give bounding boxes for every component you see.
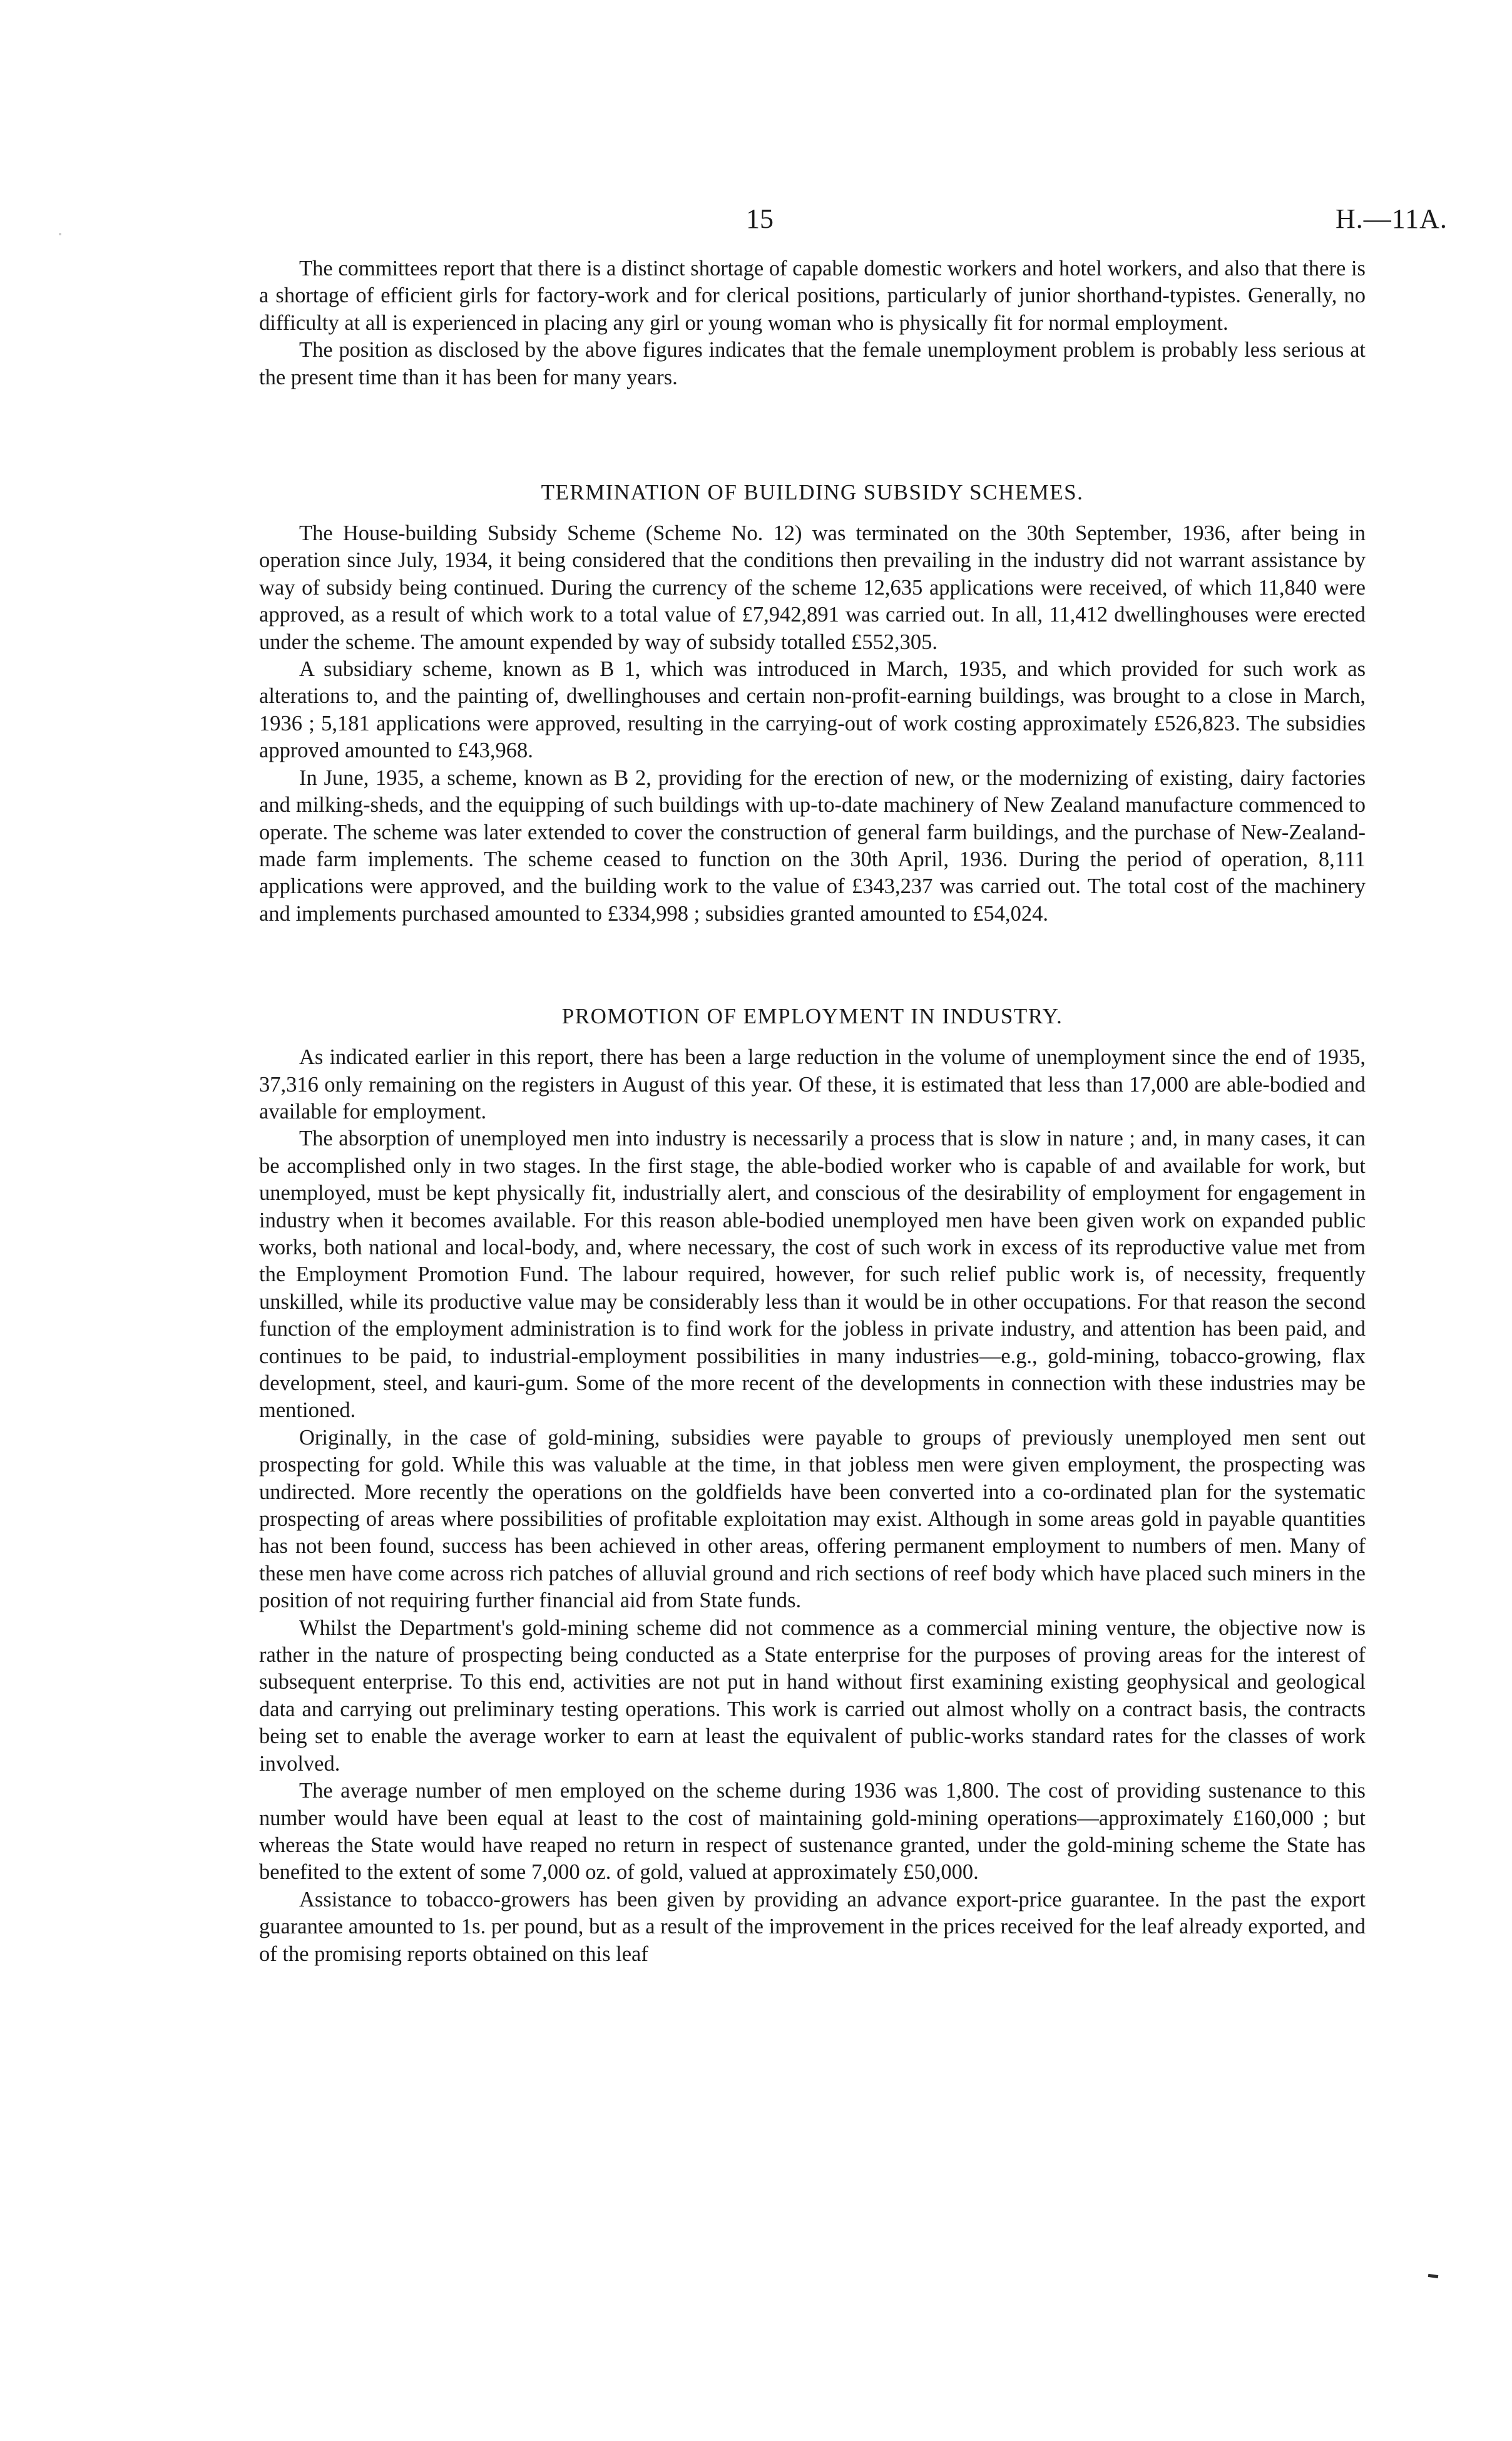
scan-mark	[1428, 2274, 1439, 2278]
paragraph: As indicated earlier in this report, there has been a large reduction in the volume of unemployment since the end of 1935, 37,316 only remaining on the registers in August of this year. Of these, it is estimated that less than 17,000 are able-bodied and available for employment.	[259, 1045, 1366, 1123]
intro-section	[259, 255, 1366, 391]
paragraph: The committees report that there is a distinct shortage of capable domestic workers and hotel workers, and also that there is a shortage of efficient girls for factory-work and for clerical positions, particularly of junior shorthand-typistes. Generally, no difficulty at all is experienced in placing any girl or young woman who is physically fit for normal employment.	[259, 257, 1366, 335]
section-heading: TERMINATION OF BUILDING SUBSIDY SCHEMES.	[541, 480, 1084, 505]
section-heading: PROMOTION OF EMPLOYMENT IN INDUSTRY.	[561, 1004, 1063, 1029]
document-reference: H.—11A.	[1336, 203, 1448, 234]
promotion-section	[259, 1003, 1366, 1968]
paragraph: Assistance to tobacco-growers has been given by providing an advance export-price guarantee. In the past the export guarantee amounted to 1s. per pound, but as a result of the improvement in the prices received for the leaf already exported, and of the promising reports obtained on this leaf	[259, 1887, 1366, 1966]
page-body	[259, 255, 1366, 1968]
paragraph: The absorption of unemployed men into industry is necessarily a process that is slow in nature ; and, in many cases, it can be accomplished only in two stages. In the first stage, the able-bodied worker who is capable of and available for work, but unemployed, must be kept physically fit, industrially alert, and conscious of the desirability of employment for engagement in industry when it becomes available. For this reason able-bodied unemployed men have been given work on expanded public works, both national and local-body, and, where necessary, the cost of such work in excess of its reproductive value met from the Employment Promotion Fund. The labour required, however, for such relief public work is, of necessity, frequently unskilled, while its productive value may be considerably less than it would be in other occupations. For that reason the second function of the employment administration is to find work for the jobless in private industry, and attention has been paid, and continues to be paid, to industrial-employment possibilities in many industries—e.g., gold-mining, tobacco-growing, flax development, steel, and kauri-gum. Some of the more recent of the developments in connection with these industries may be mentioned.	[259, 1127, 1366, 1423]
paragraph: In June, 1935, a scheme, known as B 2, providing for the erection of new, or the modernizing of existing, dairy factories and milking-sheds, and the equipping of such buildings with up-to-date machinery of New Zealand manufacture commenced to operate. The scheme was later extended to cover the construction of general farm buildings, and the purchase of New-Zealand-made farm implements. The scheme ceased to function on the 30th April, 1936. During the period of operation, 8,111 applications were approved, and the building work to the value of £343,237 was carried out. The total cost of the machinery and implements purchased amounted to £334,998 ; subsidies granted amounted to £54,024.	[259, 765, 1366, 926]
page-number: 15	[746, 203, 774, 234]
paragraph: The position as disclosed by the above figures indicates that the female unemployment problem is probably less serious at the present time than it has been for many years.	[259, 338, 1366, 389]
paragraph: Whilst the Department's gold-mining scheme did not commence as a commercial mining venture, the objective now is rather in the nature of prospecting being conducted as a State enterprise for the purposes of proving areas for the interest of subsequent enterprise. To this end, activities are not put in hand without first examining existing geophysical and geological data and carrying out preliminary testing operations. This work is carried out almost wholly on a contract basis, the contracts being set to enable the average worker to earn at least the equivalent of public-works standard rates for the classes of work involved.	[259, 1615, 1366, 1776]
paragraph: A subsidiary scheme, known as B 1, which was introduced in March, 1935, and which provided for such work as alterations to, and the painting of, dwellinghouses and certain non-profit-earning buildings, was brought to a close in March, 1936 ; 5,181 applications were approved, resulting in the carrying-out of work costing approximately £526,823. The subsidies approved amounted to £43,968.	[259, 657, 1366, 763]
paragraph: The average number of men employed on the scheme during 1936 was 1,800. The cost of providing sustenance to this number would have been equal at least to the cost of maintaining gold-mining operations—approximately £160,000 ; but whereas the State would have reaped no return in respect of sustenance granted, under the gold-mining scheme the State has benefited to the extent of some 7,000 oz. of gold, valued at approximately £50,000.	[259, 1779, 1366, 1885]
page-header	[0, 202, 1512, 239]
paragraph: The House-building Subsidy Scheme (Scheme No. 12) was terminated on the 30th September, 1936, after being in operation since July, 1934, it being considered that the conditions then prevailing in the industry did not warrant assistance by way of subsidy being continued. During the currency of the scheme 12,635 applications were received, of which 11,840 were approved, as a result of which work to a total value of £7,942,891 was carried out. In all, 11,412 dwellinghouses were erected under the scheme. The amount expended by way of subsidy totalled £552,305.	[259, 521, 1366, 654]
paragraph: Originally, in the case of gold-mining, subsidies were payable to groups of previously unemployed men sent out prospecting for gold. While this was valuable at the time, in that jobless men were given employment, the prospecting was undirected. More recently the operations on the goldfields have been converted into a co-ordinated plan for the systematic prospecting of areas where possibilities of profitable exploitation may exist. Although in some areas gold in payable quantities has not been found, success has been achieved in other areas, offering permanent employment to numbers of men. Many of these men have come across rich patches of alluvial ground and rich sections of reef body which have placed such miners in the position of not requiring further financial aid from State funds.	[259, 1425, 1366, 1613]
termination-section	[259, 479, 1366, 928]
